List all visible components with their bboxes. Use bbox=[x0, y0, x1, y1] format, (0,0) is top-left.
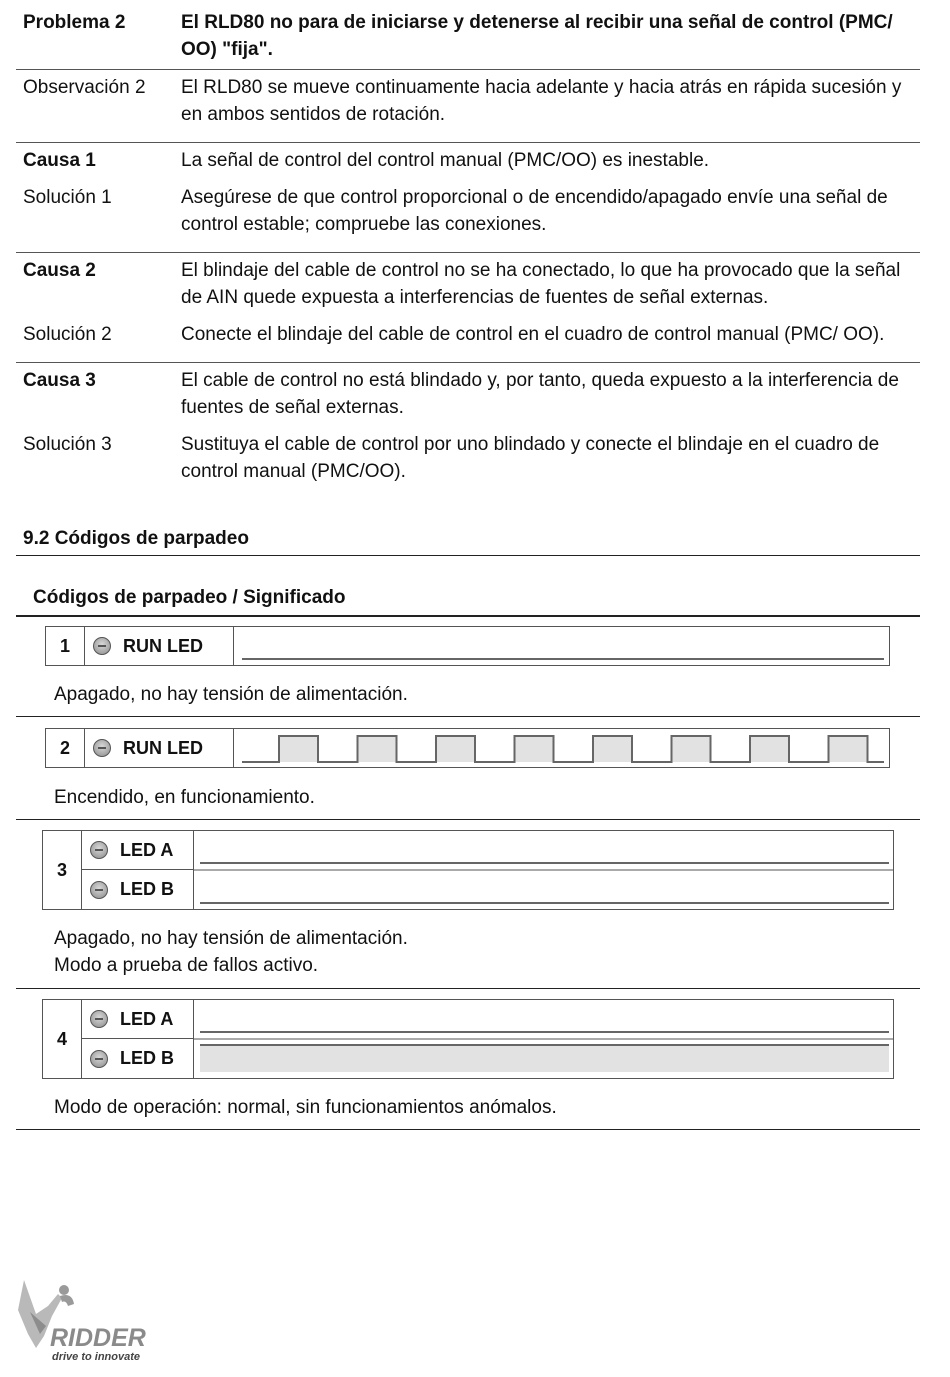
signal-off-graph bbox=[194, 831, 893, 909]
cause-text: El cable de control no está blindado y, por tanto, queda expuesto a la interferencia de fuentes de señal externas. bbox=[181, 370, 899, 418]
observation-row bbox=[16, 70, 920, 142]
code-4-description: Modo de operación: normal, sin funcionamientos anómalos. bbox=[54, 1097, 557, 1118]
solution-text: Conecte el blindaje del cable de control en el cuadro de control manual (PMC/ OO). bbox=[181, 324, 885, 345]
blink-code-4-table bbox=[42, 999, 894, 1079]
code-3-description bbox=[54, 925, 408, 979]
solution-label: Solución 2 bbox=[23, 324, 112, 345]
code-number: 2 bbox=[46, 729, 85, 767]
solution-label: Solución 1 bbox=[23, 187, 112, 208]
problem-row bbox=[16, 0, 920, 69]
led-indicator-icon bbox=[90, 1050, 108, 1068]
pulse-fill bbox=[593, 736, 632, 762]
led-name: RUN LED bbox=[123, 635, 203, 656]
divider bbox=[16, 1129, 920, 1130]
led-indicator-icon bbox=[90, 881, 108, 899]
led-indicator-icon bbox=[93, 739, 111, 757]
observation-label: Observación 2 bbox=[23, 77, 146, 98]
divider bbox=[16, 988, 920, 989]
blink-pulses bbox=[242, 736, 884, 762]
led-indicator-icon bbox=[90, 841, 108, 859]
pulse-fill bbox=[829, 736, 868, 762]
led-indicator-icon bbox=[93, 637, 111, 655]
led-b-label-cell bbox=[82, 870, 194, 909]
pulse-fill bbox=[515, 736, 554, 762]
problem-label: Problema 2 bbox=[23, 12, 126, 33]
solution-row bbox=[16, 421, 920, 485]
solution-label: Solución 3 bbox=[23, 434, 112, 455]
led-name: LED B bbox=[120, 1048, 174, 1068]
problem-text: El RLD80 no para de iniciarse y detenerse al recibir una señal de control (PMC/ OO) "fija". bbox=[181, 12, 893, 60]
signal-off-graph bbox=[234, 627, 889, 665]
led-name: LED B bbox=[120, 879, 174, 899]
led-label-cell bbox=[85, 627, 234, 665]
description-line: Modo a prueba de fallos activo. bbox=[54, 955, 319, 976]
cause-label: Causa 3 bbox=[23, 370, 96, 391]
cause-label: Causa 2 bbox=[23, 260, 96, 281]
divider bbox=[16, 819, 920, 820]
code-number: 3 bbox=[43, 831, 82, 909]
led-name: LED A bbox=[120, 839, 174, 860]
solution-row bbox=[16, 311, 920, 362]
signal-on-fill bbox=[200, 1045, 889, 1072]
blink-codes-title: Códigos de parpadeo / Significado bbox=[16, 587, 920, 617]
logo-tagline: drive to innovate bbox=[52, 1351, 141, 1363]
code-1-description: Apagado, no hay tensión de alimentación. bbox=[54, 684, 408, 705]
blink-code-1-table bbox=[45, 626, 890, 666]
pulse-fill bbox=[672, 736, 711, 762]
led-a-label-cell bbox=[82, 831, 194, 870]
led-a-label-cell bbox=[82, 1000, 194, 1039]
led-name: LED A bbox=[120, 1008, 174, 1029]
code-number: 1 bbox=[46, 627, 85, 665]
solution-row bbox=[16, 174, 920, 252]
solution-text: Asegúrese de que control proporcional o de encendido/apagado envíe una señal de control estable; compruebe las conexiones. bbox=[181, 187, 888, 235]
troubleshooting-table bbox=[16, 0, 920, 485]
solution-text: Sustituya el cable de control por uno blindado y conecte el blindaje en el cuadro de control manual (PMC/OO). bbox=[181, 434, 880, 482]
cause-text: El blindaje del cable de control no se ha conectado, lo que ha provocado que la señal de AIN quede expuesta a interferencias de fuentes de señal externas. bbox=[181, 260, 901, 308]
logo-brand: RIDDER bbox=[50, 1324, 146, 1352]
pulse-fill bbox=[279, 736, 318, 762]
code-2-description: Encendido, en funcionamiento. bbox=[54, 787, 315, 808]
led-indicator-icon bbox=[90, 1010, 108, 1028]
divider bbox=[16, 716, 920, 717]
blink-code-2-table bbox=[45, 728, 890, 768]
cause-row bbox=[16, 253, 920, 311]
pulse-fill bbox=[436, 736, 475, 762]
led-label-cell bbox=[85, 729, 234, 767]
led-name: RUN LED bbox=[123, 737, 203, 758]
ridder-logo-icon bbox=[14, 1276, 164, 1366]
pulse-fill bbox=[358, 736, 397, 762]
cause-text: La señal de control del control manual (PMC/OO) es inestable. bbox=[181, 150, 710, 171]
blink-code-3-table bbox=[42, 830, 894, 910]
pulse-fill bbox=[750, 736, 789, 762]
signal-blinking-graph bbox=[234, 729, 889, 767]
led-b-label-cell bbox=[82, 1039, 194, 1078]
description-line: Apagado, no hay tensión de alimentación. bbox=[54, 928, 408, 949]
section-title: 9.2 Códigos de parpadeo bbox=[16, 528, 920, 556]
cause-row bbox=[16, 363, 920, 421]
cause-row bbox=[16, 143, 920, 174]
observation-text: El RLD80 se mueve continuamente hacia adelante y hacia atrás en rápida sucesión y en ambos sentidos de rotación. bbox=[181, 77, 902, 125]
cause-label: Causa 1 bbox=[23, 150, 96, 171]
code-number: 4 bbox=[43, 1000, 82, 1078]
signal-graph bbox=[194, 1000, 893, 1078]
